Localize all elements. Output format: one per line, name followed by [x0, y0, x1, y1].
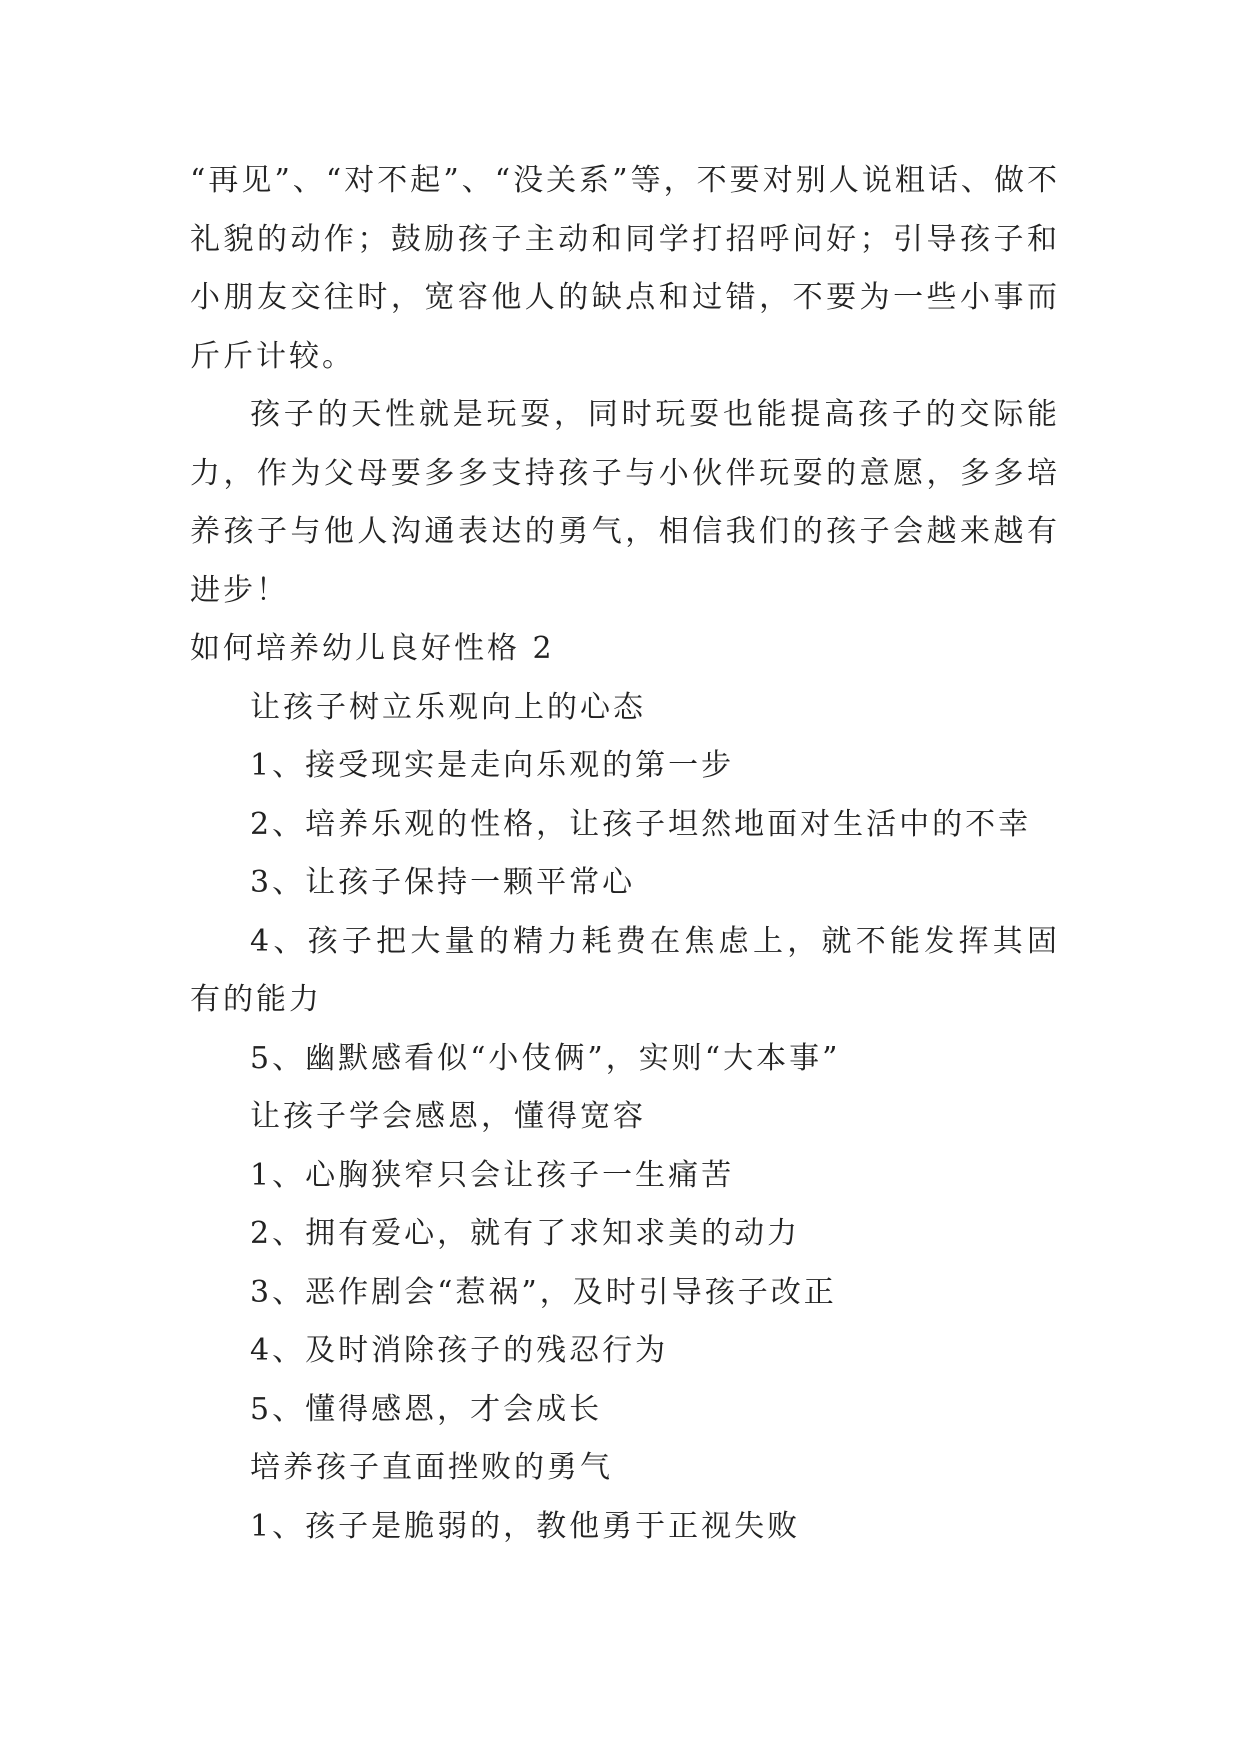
subheading-courage: 培养孩子直面挫败的勇气: [250, 1450, 613, 1485]
list-item: 4、孩子把大量的精力耗费在焦虑上，就不能发挥其固有的能力: [190, 923, 1060, 1017]
list-item: 3、恶作剧会“惹祸”，及时引导孩子改正: [250, 1274, 837, 1310]
list-item: 1、心胸狭窄只会让孩子一生痛苦: [250, 1157, 735, 1193]
list-item: 4、及时消除孩子的残忍行为: [250, 1333, 669, 1368]
subheading-gratitude: 让孩子学会感恩，懂得宽容: [250, 1099, 646, 1134]
list-item: 2、拥有爱心，就有了求知求美的动力: [250, 1216, 801, 1251]
list-item: 1、接受现实是走向乐观的第一步: [250, 748, 735, 783]
document-body: [190, 152, 1060, 1556]
list-item: 5、幽默感看似“小伎俩”，实则“大本事”: [250, 1040, 841, 1076]
list-item: 3、让孩子保持一颗平常心: [250, 865, 636, 900]
section-heading: 如何培养幼儿良好性格 2: [190, 631, 555, 666]
list-item: 1、孩子是脆弱的，教他勇于正视失败: [250, 1508, 801, 1544]
paragraph-etiquette: “再见”、“对不起”、“没关系”等，不要对别人说粗话、做不礼貌的动作；鼓励孩子主动和同学打招呼问好；引导孩子和小朋友交往时，宽容他人的缺点和过错，不要为一些小事而斤斤计较。: [190, 163, 1060, 374]
list-item: 5、懂得感恩，才会成长: [250, 1391, 603, 1427]
subheading-optimism: 让孩子树立乐观向上的心态: [250, 689, 646, 725]
paragraph-play: 孩子的天性就是玩耍，同时玩耍也能提高孩子的交际能力，作为父母要多多支持孩子与小伙伴玩耍的意愿，多多培养孩子与他人沟通表达的勇气，相信我们的孩子会越来越有进步！: [190, 397, 1060, 608]
list-item: 2、培养乐观的性格，让孩子坦然地面对生活中的不幸: [250, 806, 1032, 842]
